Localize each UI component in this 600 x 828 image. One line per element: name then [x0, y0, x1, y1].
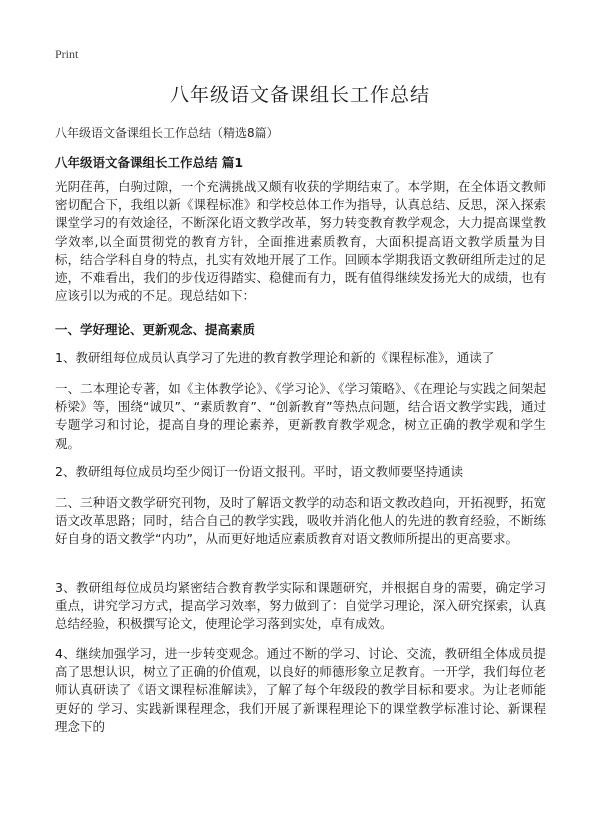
- paragraph-intro: 光阴荏苒，白驹过隙，一个充满挑战又颇有收获的学期结束了。本学期，在全体语文教师密切配合下，我组以新《课程标准》和学校总体工作为指导，认真总结、反思，深入探索课堂学习的有效途径，不断深化语文教学改革，努力转变教育教学观念，大力提高课堂教学效率,以全面贯彻党的教育方针，全面推进素质教育，大面积提高语文教学质量为目标，结合学科自身的特点，扎实有效地开展了工作。回顾本学期我语文教研组所走过的足迹，不难看出，我们的步伐迈得踏实、稳健而有力，既有值得继续发扬光大的成绩，也有应该引以为戒的不足。现总结如下：: [55, 179, 546, 304]
- paragraph-4: 二、三种语文教学研究刊物，及时了解语文教学的动态和语文教改趋向，开拓视野，拓宽语文改革思路；同时，结合自己的教学实践，吸收并消化他人的先进的教育经验，不断练好自身的语文教学“内功”，从而更好地适应素质教育对语文教师所提出的更高要求。: [55, 495, 546, 547]
- paragraph-2: 一、二本理论专著，如《主体教学论》、《学习论》、《学习策略》、《在理论与实践之间架起桥梁》等，围绕“诚贝”、“素质教育”、“创新教育”等热点问题，结合语文教学实践，通过专题学习和讨论，提高自身的理论素养，更新教育教学观念，树立正确的教学观和学生观。: [55, 381, 546, 451]
- document-title: 八年级语文备课组长工作总结: [169, 84, 430, 106]
- paragraph-3: 2、教研组每位成员均至少阅订一份语文报刊。平时，语文教师要坚持通读: [55, 464, 463, 479]
- document-subtitle: 八年级语文备课组长工作总结（精选8篇）: [55, 126, 279, 140]
- section-heading: 一、学好理论、更新观念、提高素质: [55, 322, 256, 337]
- paragraph-5: 3、教研组每位成员均紧密结合教育教学实际和课题研究，并根据自身的需要，确定学习重点，讲究学习方式，提高学习效率，努力做到了：自觉学习理论，深入研究探索，认真总结经验，积极撰写论文，使理论学习落到实处，卓有成效。: [55, 580, 546, 632]
- print-label[interactable]: Print: [55, 47, 79, 61]
- paragraph-1: 1、教研组每位成员认真学习了先进的教育教学理论和新的《课程标准》，通读了: [55, 350, 495, 365]
- article-heading: 八年级语文备课组长工作总结 篇1: [55, 155, 244, 170]
- paragraph-6: 4、继续加强学习，进一步转变观念。通过不断的学习、讨论、交流，教研组全体成员提高了思想认识，树立了正确的价值观，以良好的师德形象立足教育。一开学，我们每位老师认真研读了《语文课程标准解读》，了解了每个年级段的教学目标和要求。为让老师能更好的 学习、实践新课程理念，我们开展了新课程理论下的课堂教学标准讨论、新课程理念下的: [55, 646, 546, 734]
